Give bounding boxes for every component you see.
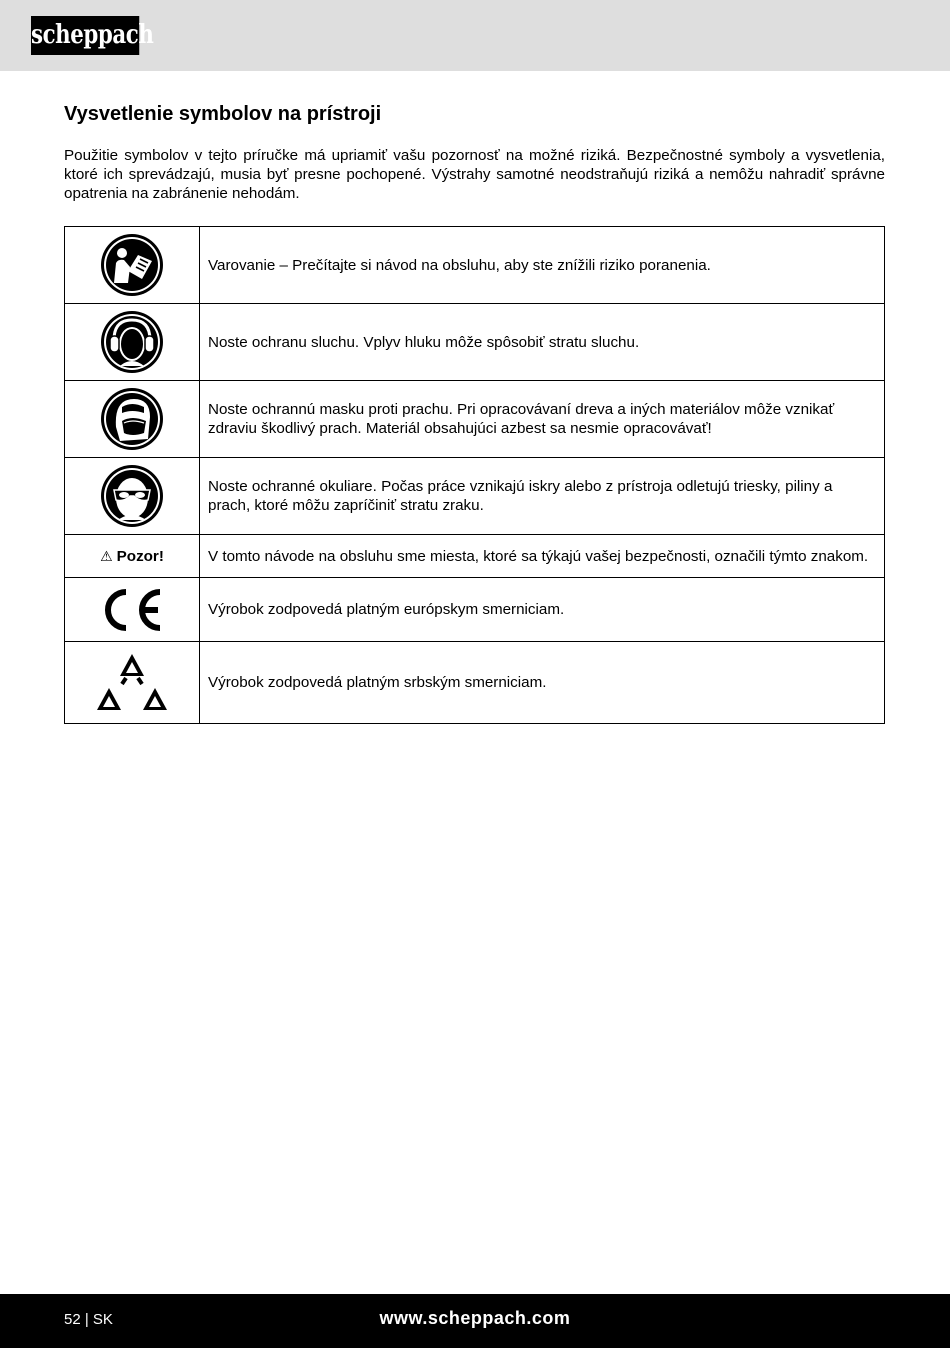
pozor-label: Pozor! <box>116 547 164 565</box>
scheppach-logo: scheppach <box>31 16 139 55</box>
intro-paragraph: Použitie symbolov v tejto príručke má upriamiť vašu pozornosť na možné riziká. Bezpečnostné symboly a vysvetlenia, ktoré ich sprevádzajú, musia byť presne pochopené. Výstrahy samotné neodstraňujú riziká a nemôžu nahradiť správne opatrenia na zabránenie nehodám. <box>64 147 885 202</box>
table-row <box>65 578 885 642</box>
symbol-text: Noste ochranné okuliare. Počas práce vznikajú iskry alebo z prístroja odletujú triesky, piliny a prach, ktoré môžu zapríčiniť stratu zraku. <box>200 458 885 535</box>
symbol-text: Noste ochrannú masku proti prachu. Pri opracovávaní dreva a iných materiálov môže vznikať zdraviu škodlivý prach. Materiál obsahujúci azbest sa nesmie opracovávať! <box>200 381 885 458</box>
symbol-text: Noste ochranu sluchu. Vplyv hluku môže spôsobiť stratu sluchu. <box>200 304 885 381</box>
ear-protection-icon <box>100 310 164 374</box>
table-row <box>65 458 885 535</box>
table-row <box>65 227 885 304</box>
header-bar <box>0 0 950 71</box>
warning-triangle-icon: ⚠ <box>100 547 113 564</box>
footer-bar <box>0 1294 950 1348</box>
read-manual-icon <box>100 233 164 297</box>
table-row <box>65 381 885 458</box>
table-row <box>65 642 885 724</box>
footer-url: www.scheppach.com <box>379 1308 571 1328</box>
table-row <box>65 304 885 381</box>
dust-mask-icon <box>100 387 164 451</box>
page-title: Vysvetlenie symbolov na prístroji <box>64 103 382 125</box>
symbol-text: Výrobok zodpovedá platným srbským smerniciam. <box>200 642 885 724</box>
page-number: 52 | SK <box>64 1311 113 1328</box>
table-row <box>65 535 885 578</box>
serbian-conformity-icon <box>95 650 169 716</box>
symbol-text: Varovanie – Prečítajte si návod na obsluhu, aby ste znížili riziko poranenia. <box>200 227 885 304</box>
safety-glasses-icon <box>100 464 164 528</box>
symbols-table <box>64 226 885 724</box>
symbol-text: V tomto návode na obsluhu sme miesta, ktoré sa týkajú vašej bezpečnosti, označili týmto znakom. <box>200 535 885 578</box>
ce-mark-icon <box>98 586 166 634</box>
symbol-text: Výrobok zodpovedá platným európskym smerniciam. <box>200 578 885 642</box>
